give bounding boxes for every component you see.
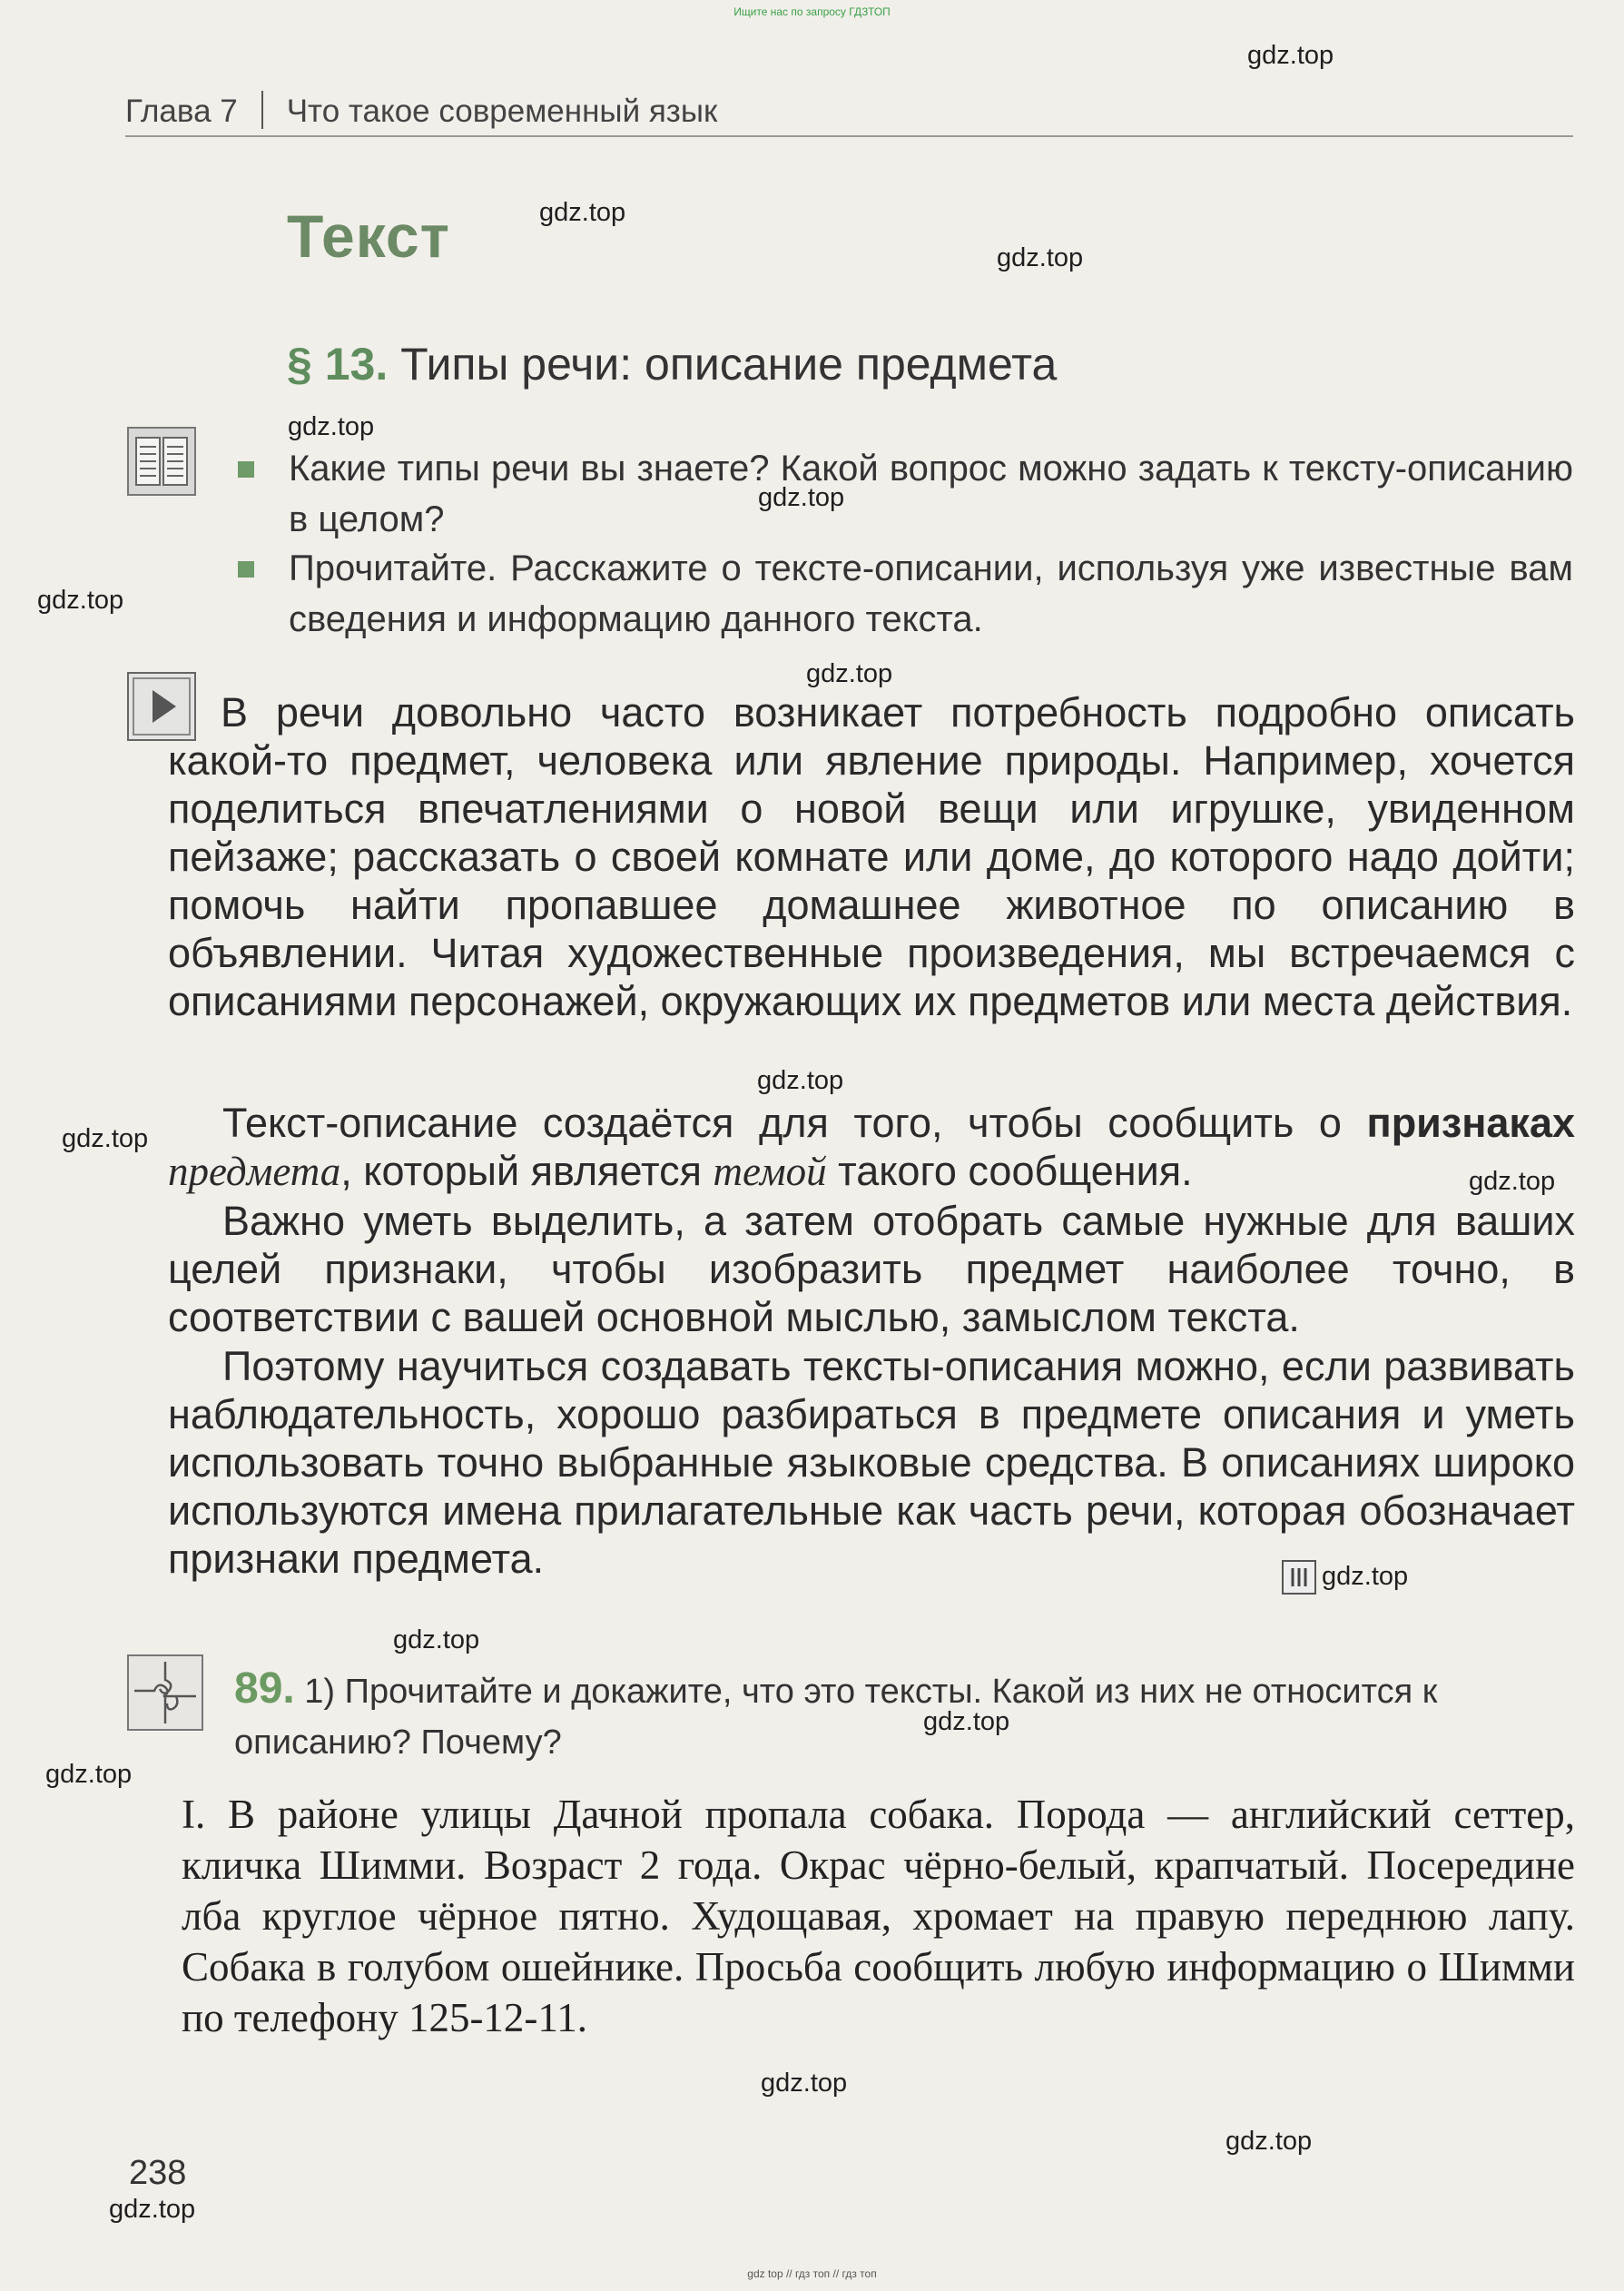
body-paragraph-3: Важно уметь выделить, а затем отобрать самые нужные для ваших целей признаки, чтобы изобразить предмет наиболее точно, в соответствии с вашей основной мыслью, замыслом текста. [168, 1198, 1575, 1340]
header-separator [261, 91, 263, 129]
exercise-task: 1) Прочитайте и докажите, что это тексты. Какой из них не относится к описанию? Почему? [234, 1673, 1438, 1762]
exercise-number: 89. [234, 1664, 295, 1713]
watermark: gdz.top [997, 243, 1084, 272]
bottom-note: gdz top // гдз топ // гдз топ [747, 2267, 877, 2280]
p2-text-c: такого сообщения. [826, 1148, 1193, 1194]
p2-bold-term: признаках [1366, 1100, 1575, 1146]
p2-text-a: Текст-описание создаётся для того, чтобы сообщить о [222, 1100, 1367, 1146]
section-title: Текст [287, 202, 450, 270]
p2-italic-term: предмета [168, 1149, 341, 1194]
section-end-icon [1282, 1560, 1316, 1599]
watermark: gdz.top [761, 2069, 848, 2098]
watermark: gdz.top [539, 198, 626, 227]
question-bullet [238, 461, 254, 478]
watermark: gdz.top [758, 483, 845, 512]
chapter-header [125, 91, 717, 130]
paragraph-number: § 13. [287, 339, 389, 390]
top-search-note: Ищите нас по запросу ГДЗТОП [733, 5, 891, 18]
header-rule [125, 135, 1573, 137]
p2-text-b: , который является [340, 1148, 714, 1194]
watermark: gdz.top [923, 1707, 1010, 1736]
watermark: gdz.top [45, 1760, 133, 1789]
watermark: gdz.top [393, 1625, 480, 1654]
book-icon [127, 427, 196, 500]
chapter-title: Что такое современный язык [286, 94, 718, 129]
watermark: gdz.top [1247, 41, 1334, 70]
exercise-89 [234, 1664, 1576, 1768]
watermark: gdz.top [806, 659, 893, 688]
watermark: gdz.top [757, 1066, 844, 1095]
exercise-text-1: I. В районе улицы Дачной пропала собака. Порода — английский сеттер, кличка Шимми. Возраст 2 года. Окрас чёрно-белый, крапчатый. Посередине лба круглое чёрное пятно. Худощавая, хромает на правую переднюю лапу. Собака в голубом ошейнике. Просьба сообщить любую информацию о Шимми по телефону 125-12-11. [182, 1792, 1575, 2040]
body-paragraph-4: Поэтому научиться создавать тексты-описания можно, если развивать наблюдательность, хорошо разбираться в предмете описания и уметь использовать точно выбранные языковые средства. В описаниях широко используются имена прилагательные как часть речи, которая обозначает признаки предмета. [168, 1343, 1575, 1582]
watermark: gdz.top [37, 586, 124, 615]
watermark: gdz.top [1469, 1167, 1556, 1196]
paragraph-title: Типы речи: описание предмета [400, 339, 1058, 390]
watermark: gdz.top [1322, 1562, 1409, 1591]
question-2: Прочитайте. Расскажите о тексте-описании, используя уже известные вам сведения и информацию данного текста. [289, 548, 1573, 639]
paragraph-heading [287, 338, 1057, 390]
question-1: Какие типы речи вы знаете? Какой вопрос можно задать к тексту-описанию в целом? [289, 449, 1573, 539]
body-paragraph-1: В речи довольно часто возникает потребность подробно описать какой-то предмет, человека или явление природы. Например, хочется поделиться впечатлениями о новой вещи или игрушке, увиденном пейзаже; рассказать о своей комнате или доме, до которого надо дойти; помочь найти пропавшее домашнее животное по описанию в объявлении. Читая художественные произведения, мы встречаемся с описаниями персонажей, окружающих их предметов или места действия. [168, 689, 1575, 1024]
watermark: gdz.top [288, 412, 375, 441]
page-number: 238 [129, 2154, 187, 2192]
watermark: gdz.top [109, 2195, 196, 2224]
p2-italic-theme: темой [713, 1149, 827, 1194]
body-paragraph-2 [168, 1099, 1575, 1196]
watermark: gdz.top [1225, 2127, 1313, 2156]
chapter-label: Глава 7 [125, 94, 238, 129]
question-bullet [238, 561, 254, 578]
puzzle-icon [127, 1654, 203, 1735]
watermark: gdz.top [62, 1124, 149, 1153]
